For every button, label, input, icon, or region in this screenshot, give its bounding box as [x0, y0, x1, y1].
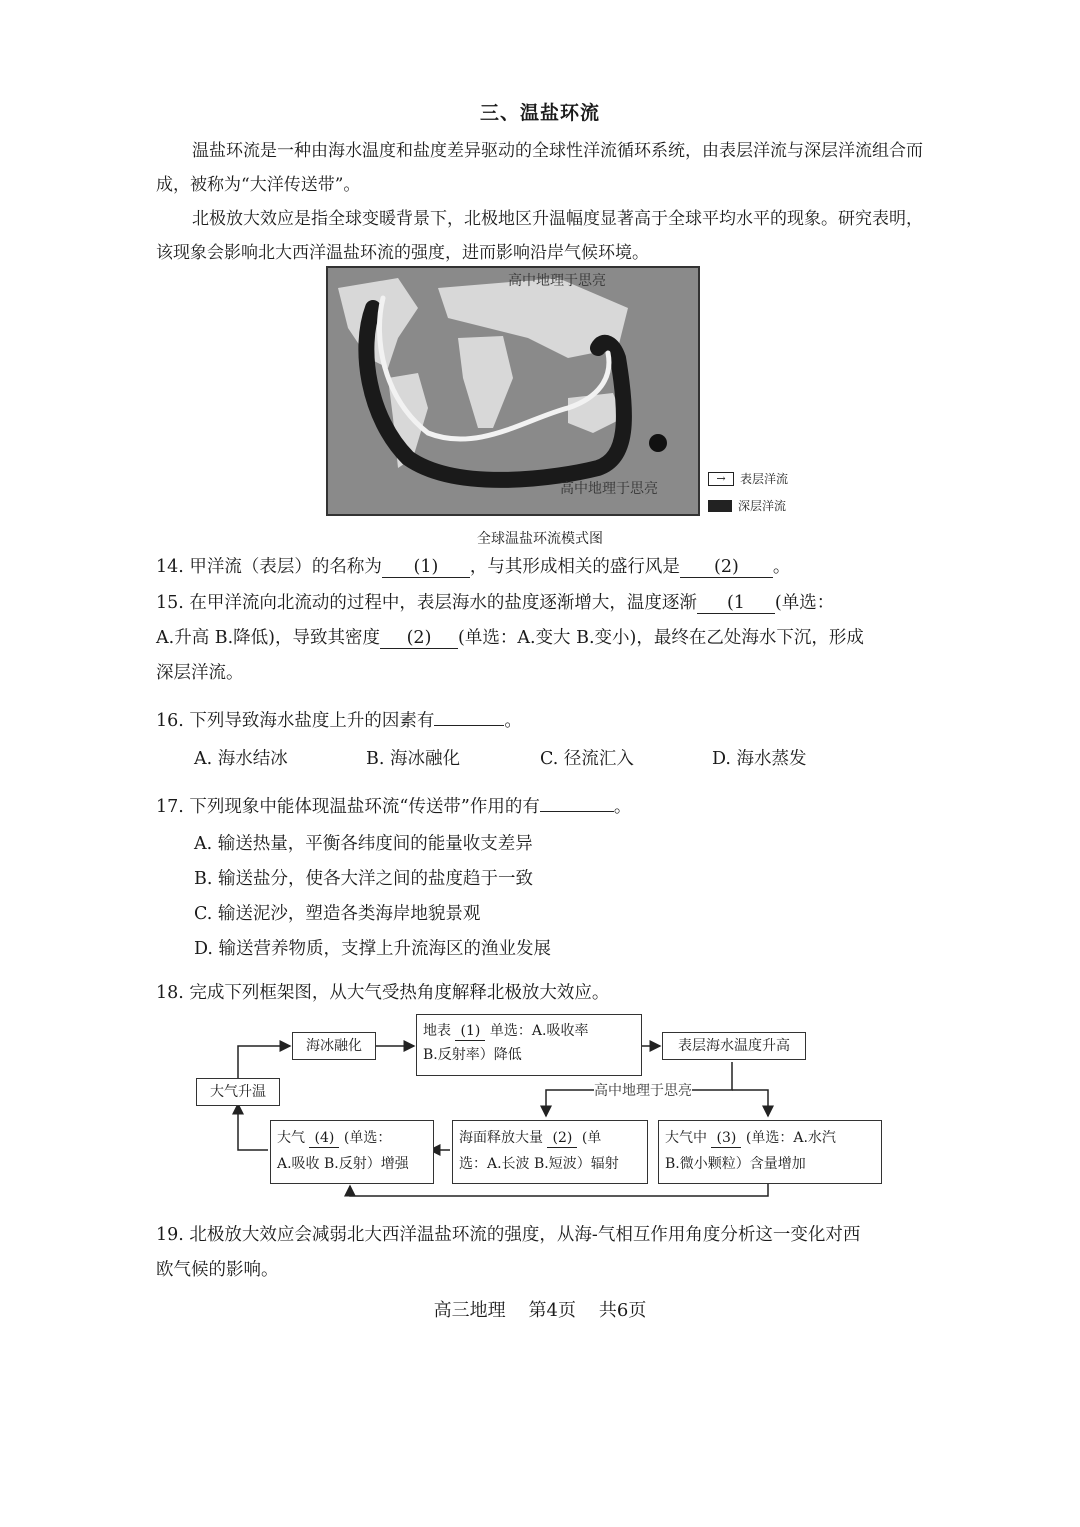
q19-line-2: 欧气候的影响。 [156, 1260, 279, 1280]
q15-text-1b: (单选： [774, 593, 835, 613]
sea-option-b: 选：A.长波 B.短波）辐射 [459, 1156, 619, 1172]
framework-blank-1[interactable]: (1) [455, 1022, 485, 1041]
intro-paragraph-1: 温盐环流是一种由海水温度和盐度差异驱动的全球性洋流循环系统，由表层洋流与深层洋流组合而成，被称为“大洋传送带”。 [156, 141, 923, 195]
q16-number: 16. [156, 711, 184, 731]
q14-text-c: 。 [772, 557, 791, 577]
q14-number: 14. [156, 557, 184, 577]
legend-deep-label: 深层洋流 [738, 499, 787, 513]
question-15 [156, 586, 936, 691]
thermohaline-map [326, 266, 700, 516]
q19-number: 19. [156, 1225, 184, 1245]
q17-number: 17. [156, 797, 184, 817]
q14-blank-2[interactable]: (2) [680, 557, 773, 578]
q15-line-3: 深层洋流。 [156, 663, 244, 683]
framework-watermark: 高中地理于思亮 [594, 1080, 692, 1100]
q17-option-d[interactable]: D. 输送营养物质，支撑上升流海区的渔业发展 [194, 939, 552, 959]
box-atmosphere-4 [270, 1120, 434, 1184]
q15-blank-2[interactable]: (2) [380, 628, 458, 649]
q17-option-b[interactable]: B. 输送盐分，使各大洋之间的盐度趋于一致 [194, 869, 533, 889]
q16-option-b[interactable]: B. 海冰融化 [366, 749, 460, 769]
legend-surface-label: 表层洋流 [740, 472, 789, 486]
sea-option-a: (单 [581, 1130, 602, 1146]
deep-swatch-icon [708, 500, 732, 512]
q16-end: 。 [504, 711, 522, 731]
box-air-content-3 [658, 1120, 882, 1184]
box-sea-release-2 [452, 1120, 648, 1184]
air-label: 大气中 [665, 1130, 707, 1146]
sea-label: 海面释放大量 [459, 1130, 543, 1146]
q15-text-2b: (单选：A.变大 B.变小)，最终在乙处海水下沉，形成 [458, 628, 864, 648]
legend-deep [708, 497, 788, 514]
question-18 [156, 976, 936, 1011]
box-sst-rise: 表层海水温度升高 [662, 1032, 806, 1060]
surface-option-b: B.反射率）降低 [423, 1047, 522, 1063]
q17-option-a[interactable]: A. 输送热量，平衡各纬度间的能量收支差异 [194, 834, 533, 854]
legend-surface [708, 470, 788, 487]
question-17 [156, 790, 936, 825]
q17-blank[interactable] [540, 811, 614, 812]
q18-text: 完成下列框架图，从大气受热角度解释北极放大效应。 [189, 983, 610, 1003]
q16-text: 下列导致海水盐度上升的因素有 [189, 711, 435, 731]
q14-blank-1[interactable]: (1) [382, 557, 470, 578]
map-watermark-top: 高中地理于思亮 [508, 273, 606, 289]
q15-text-1a: 在甲洋流向北流动的过程中，表层海水的盐度逐渐增大，温度逐渐 [189, 593, 697, 613]
page-footer: 高三地理 第4页 共6页 [433, 1300, 647, 1321]
air-option-a: (单选：A.水汽 [745, 1130, 836, 1146]
q19-line-1 [156, 1218, 936, 1253]
q15-line-2 [156, 621, 936, 656]
q17-end: 。 [613, 797, 632, 817]
surface-arrow-icon: → [708, 472, 734, 486]
atm-option-a: (单选： [343, 1130, 392, 1146]
air-option-b: B.微小颗粒）含量增加 [665, 1156, 806, 1172]
sinking-zone-marker [649, 434, 667, 452]
question-14 [156, 550, 936, 585]
q17-option-c[interactable]: C. 输送泥沙，塑造各类海岸地貌景观 [194, 904, 481, 924]
q16-blank[interactable] [434, 725, 504, 726]
intro-paragraph-2: 北极放大效应是指全球变暖背景下，北极地区升温幅度显著高于全球平均水平的现象。研究表明，该现象会影响北大西洋温盐环流的强度，进而影响沿岸气候环境。 [156, 209, 923, 263]
q19-text-1: 北极放大效应会减弱北大西洋温盐环流的强度，从海-气相互作用角度分析这一变化对西 [189, 1225, 861, 1245]
q16-option-a[interactable]: A. 海水结冰 [194, 749, 288, 769]
surface-label: 地表 [423, 1023, 451, 1039]
box-atmosphere-warming: 大气升温 [196, 1078, 280, 1106]
question-19 [156, 1218, 936, 1288]
framework-blank-2[interactable]: (2) [547, 1129, 577, 1148]
map-watermark-bottom: 高中地理于思亮 [560, 481, 658, 497]
q15-text-2a: A.升高 B.降低)，导致其密度 [156, 628, 381, 648]
figure-caption: 全球温盐环流模式图 [477, 531, 603, 547]
map-legend [708, 470, 788, 514]
q16-option-c[interactable]: C. 径流汇入 [540, 749, 634, 769]
framework-diagram [196, 1012, 896, 1202]
atm-option-b: A.吸收 B.反射）增强 [277, 1156, 409, 1172]
q17-text: 下列现象中能体现温盐环流“传送带”作用的有 [189, 797, 540, 817]
box-surface [416, 1014, 642, 1076]
box-sea-ice-melt: 海冰融化 [292, 1032, 376, 1060]
q14-text-a: 甲洋流（表层）的名称为 [189, 557, 382, 577]
q16-option-d[interactable]: D. 海水蒸发 [712, 749, 807, 769]
q15-line-1 [156, 586, 936, 621]
atm-label: 大气 [277, 1130, 305, 1146]
framework-blank-3[interactable]: (3) [711, 1129, 741, 1148]
section-title: 三、温盐环流 [479, 102, 600, 124]
q18-number: 18. [156, 983, 184, 1003]
framework-blank-4[interactable]: (4) [309, 1129, 339, 1148]
q15-blank-1[interactable]: (1 [697, 593, 775, 614]
question-16 [156, 704, 936, 739]
q14-text-b: ，与其形成相关的盛行风是 [469, 557, 680, 577]
surface-option-a: 单选：A.吸收率 [489, 1023, 589, 1039]
q15-number: 15. [156, 593, 184, 613]
